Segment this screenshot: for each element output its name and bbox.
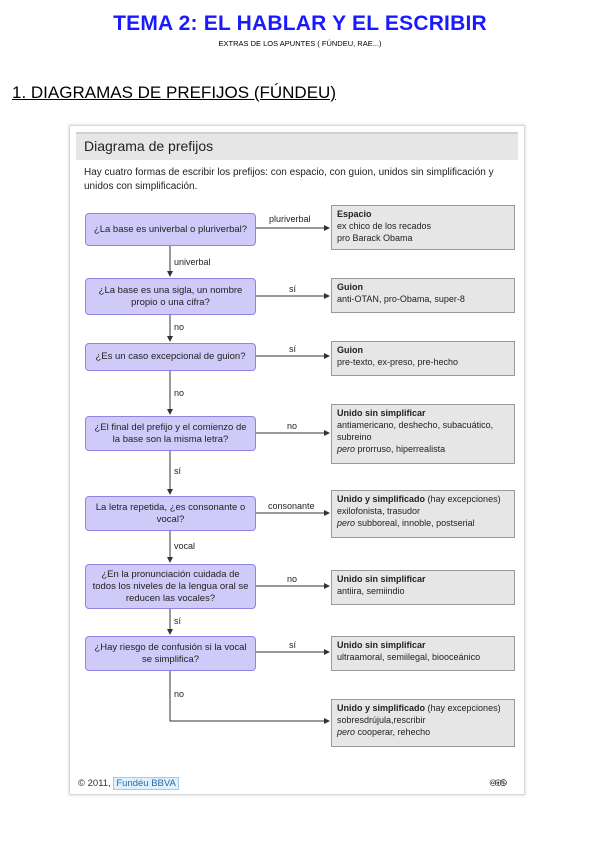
answer-examples: pro Barack Obama [337,233,413,243]
flow-label: no [174,689,185,699]
answer-box [331,205,515,250]
answer-examples: ultraamoral, semiilegal, biooceánico [337,652,481,662]
answer-box [331,278,515,313]
creative-commons-icon: 🅭🅯🄏 [490,778,506,789]
answer-box [331,636,515,671]
fundeu-link[interactable]: Fundéu BBVA [113,777,179,790]
diagram-intro: Hay cuatro formas de escribir los prefijos: con espacio, con guion, unidos sin simplificación y unidos con simplificación. [84,167,494,192]
answer-heading: Unido sin simplificar [337,574,426,584]
branch-label: sí [289,344,297,354]
diagram-footer [78,778,179,789]
answer-heading: Guion [337,282,363,292]
answer-box [331,404,515,464]
prefix-diagram [69,125,525,795]
branch-label: no [287,574,298,584]
answer-heading: Unido sin simplificar [337,408,426,418]
answer-heading: Espacio [337,209,372,219]
answer-heading: Unido sin simplificar [337,640,426,650]
document-subtitle: EXTRAS DE LOS APUNTES ( FÚNDEU, RAE...) [218,39,382,48]
branch-label: consonante [268,501,315,511]
flow-label: no [174,322,185,332]
question-box: ¿La base es una sigla, un nombre propio o una cifra? [85,278,256,315]
answer-heading: Unido y simplificado [337,703,426,713]
answer-examples: sobresdrújula,rescribir [337,715,426,725]
document-title: TEMA 2: EL HABLAR Y EL ESCRIBIR [113,12,487,35]
branch-label: no [287,421,298,431]
answer-box [331,341,515,376]
pero-word: pero [337,444,356,454]
flow-label: sí [174,616,182,626]
footer-copyright: © 2011, [78,778,111,789]
branch-label: pluriverbal [269,214,311,224]
flow-label: no [174,388,185,398]
answer-examples: exilofonista, trasudor [337,506,421,516]
answer-note: (hay excepciones) [427,494,501,504]
answer-heading: Unido y simplificado [337,494,426,504]
answer-examples: anti-OTAN, pro-Obama, super-8 [337,294,465,304]
answer-box [331,490,515,538]
answer-note: (hay excepciones) [427,703,501,713]
question-box: ¿Es un caso excepcional de guion? [85,343,256,371]
branch-label: sí [289,640,297,650]
flow-arrow-7 [170,671,329,721]
question-box: ¿El final del prefijo y el comienzo de la base son la misma letra? [85,416,256,451]
answer-examples: pre-texto, ex-preso, pre-hecho [337,357,459,367]
answer-exceptions: cooperar, rehecho [357,727,431,737]
flow-label: univerbal [174,257,211,267]
branch-label: sí [289,284,297,294]
answer-box [331,570,515,605]
flow-label: vocal [174,541,196,551]
answer-exceptions: prorruso, hiperrealista [357,444,446,454]
question-box: ¿Hay riesgo de confusión si la vocal se simplifica? [85,636,256,671]
answer-examples: subreino [337,432,372,442]
question-box: La letra repetida, ¿es consonante o vocal? [85,496,256,531]
answer-box [331,699,515,747]
question-box: ¿En la pronunciación cuidada de todos los niveles de la lengua oral se reducen las vocales? [85,564,256,609]
answer-exceptions: subboreal, innoble, postserial [357,518,475,528]
diagram-title: Diagrama de prefijos [84,138,214,154]
pero-word: pero [337,518,356,528]
answer-examples: antiamericano, deshecho, subacuático, [337,420,494,430]
question-box: ¿La base es univerbal o pluriverbal? [85,213,256,246]
pero-word: pero [337,727,356,737]
answer-examples: antiira, semiindio [337,586,405,596]
section-heading: 1. DIAGRAMAS DE PREFIJOS (FÚNDEU) [12,83,336,102]
answer-heading: Guion [337,345,363,355]
flow-label: sí [174,466,182,476]
answer-examples: ex chico de los recados [337,221,432,231]
